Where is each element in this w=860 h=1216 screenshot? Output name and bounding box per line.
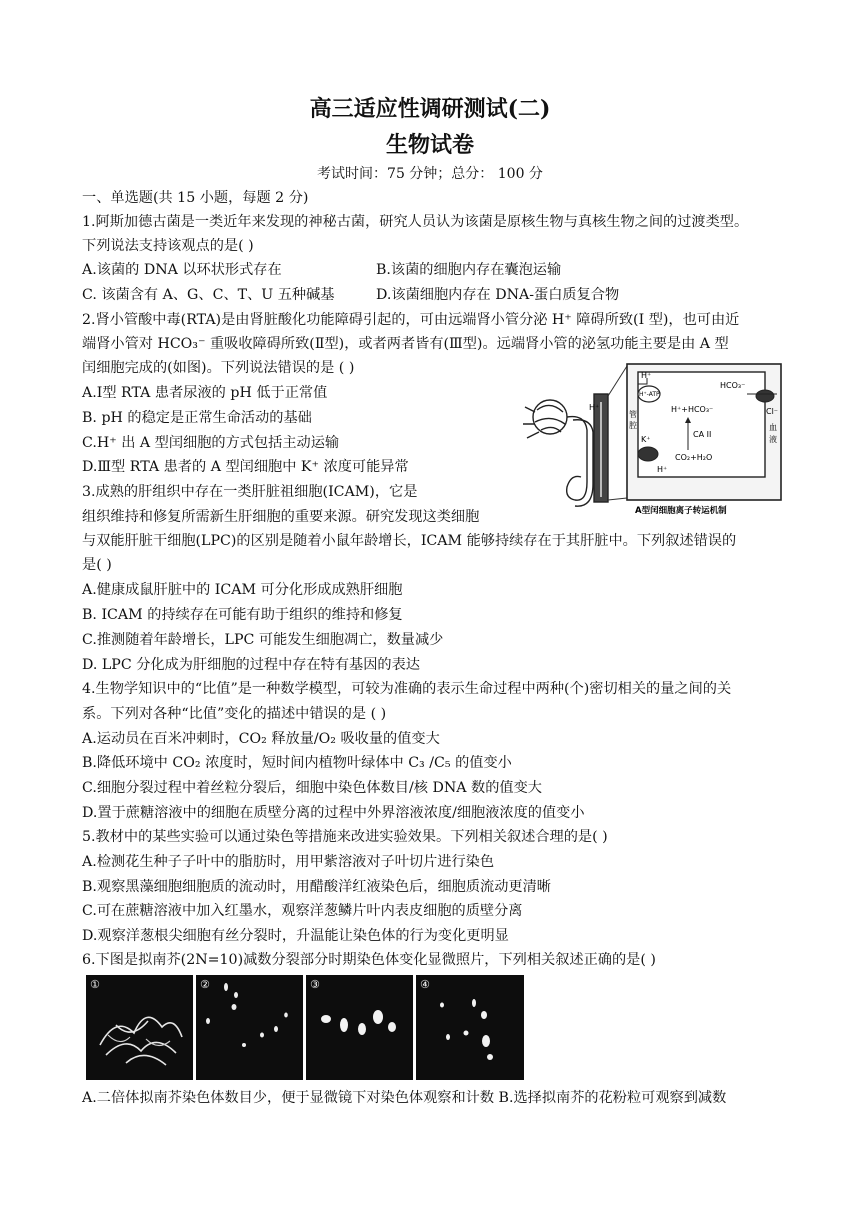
k-h-pump: [638, 447, 658, 461]
fig-h-plus-top: H⁺: [641, 371, 652, 380]
exam-subtitle: 生物试卷: [385, 132, 474, 158]
fig-h-atp-label: H⁺-ATP: [639, 391, 660, 398]
fig-enzyme-label: CA II: [693, 430, 712, 439]
q5-option-c: C.可在蔗糖溶液中加入红墨水，观察洋葱鳞片叶内表皮细胞的质壁分离: [82, 903, 523, 919]
q5-option-d: D.观察洋葱根尖细胞有丝分裂时，升温能让染色体的行为变化更明显: [82, 928, 509, 944]
q5-option-b: B.观察黑藻细胞细胞质的流动时，用醋酸洋红液染色后，细胞质流动更清晰: [82, 879, 551, 895]
exam-info: 考试时间：75 分钟；总分： 100 分: [317, 166, 543, 182]
q3-option-a: A.健康成鼠肝脏中的 ICAM 可分化形成成熟肝细胞: [82, 582, 403, 598]
q6-option-ab: A.二倍体拟南芥染色体数目少，便于显微镜下对染色体观察和计数 B.选择拟南芥的花粉粒可观察到减数: [82, 1090, 727, 1106]
fig-cl-label: Cl⁻: [766, 407, 779, 416]
q3-stem-line2: 组织维持和修复所需新生肝细胞的重要来源。研究发现这类细胞: [82, 509, 480, 525]
panel-label-3: ③: [310, 978, 320, 991]
q2-option-c: C.H⁺ 出 A 型闰细胞的方式包括主动运输: [82, 435, 340, 451]
fig-h-left-label: H⁺: [589, 403, 600, 412]
fig-hco3-label: HCO₃⁻: [720, 381, 746, 390]
zoom-line-top: [608, 366, 627, 396]
q3-option-c: C.推测随着年龄增长，LPC 可能发生细胞凋亡，数量减少: [82, 632, 444, 648]
panel-label-1: ①: [90, 978, 100, 991]
q4-option-b: B.降低环境中 CO₂ 浓度时，短时间内植物叶绿体中 C₃ /C₅ 的值变小: [82, 755, 512, 771]
fig-blood-char2: 液: [769, 435, 777, 444]
q6-stem: 6.下图是拟南芥(2N=10)减数分裂部分时期染色体变化显微照片，下列相关叙述正确的是( ): [82, 952, 656, 968]
q2-stem-line3: 闰细胞完成的(如图)。下列说法错误的是 ( ): [82, 360, 355, 376]
micrograph-panel-2: [196, 975, 303, 1080]
micrograph-panel-3: [306, 975, 413, 1080]
q1-option-b: B.该菌的细胞内存在囊泡运输: [376, 262, 562, 278]
q1-stem-line1: 1.阿斯加德古菌是一类近年来发现的神秘古菌，研究人员认为该菌是原核生物与真核生物之间的过渡类型。: [82, 214, 749, 230]
q2-stem-line2: 端肾小管对 HCO₃⁻ 重吸收障碍所致(Ⅱ型)，或者两者皆有(Ⅲ型)。远端肾小管的泌氢功能主要是由 A 型: [82, 336, 729, 352]
fig-reaction-label: H⁺+HCO₃⁻: [671, 405, 714, 414]
panel-label-4: ④: [420, 978, 430, 991]
q4-stem-line1: 4.生物学知识中的“比值”是一种数学模型，可较为准确的表示生命过程中两种(个)密切相关的量之间的关: [82, 681, 732, 697]
q5-stem: 5.教材中的某些实验可以通过染色等措施来改进实验效果。下列相关叙述合理的是( ): [82, 829, 608, 845]
q3-stem-line1: 3.成熟的肝组织中存在一类肝脏祖细胞(ICAM)，它是: [82, 484, 418, 500]
q3-stem-line3: 与双能肝脏干细胞(LPC)的区别是随着小鼠年龄增长，ICAM 能够持续存在于其肝脏中。下列叙述错误的: [82, 533, 737, 549]
fig-lumen-char2: 腔: [629, 421, 637, 430]
q1-option-c: C. 该菌含有 A、G、C、T、U 五种碱基: [82, 287, 335, 303]
q3-stem-line4: 是( ): [82, 557, 112, 573]
fig-k-label: K⁺: [641, 435, 651, 444]
fig-lumen-char1: 管: [629, 410, 637, 419]
fig-blood-char1: 血: [769, 423, 777, 432]
q3-option-d: D. LPC 分化成为肝细胞的过程中存在特有基因的表达: [82, 657, 420, 673]
q1-option-d: D.该菌细胞内存在 DNA-蛋白质复合物: [376, 287, 620, 303]
q4-option-d: D.置于蔗糖溶液中的细胞在质壁分离的过程中外界溶液浓度/细胞液浓度的值变小: [82, 805, 585, 821]
micrograph-panel-4: [416, 975, 524, 1080]
micrograph-panel-1: [86, 975, 193, 1080]
q2-option-a: A.Ⅰ型 RTA 患者尿液的 pH 低于正常值: [82, 385, 328, 401]
q2-stem-line1: 2.肾小管酸中毒(RTA)是由肾脏酸化功能障碍引起的，可由远端肾小管分泌 H⁺ 障碍所致(I 型)，也可由近: [82, 312, 740, 328]
zoom-line-bottom: [608, 498, 627, 500]
q4-option-a: A.运动员在百米冲刺时，CO₂ 释放量/O₂ 吸收量的值变大: [82, 731, 440, 747]
section-title: 一、单选题(共 15 小题，每题 2 分): [82, 190, 309, 206]
q4-stem-line2: 系。下列对各种“比值”变化的描述中错误的是 ( ): [82, 706, 387, 722]
exam-title: 高三适应性调研测试(二): [309, 96, 551, 122]
q1-stem-line2: 下列说法支持该观点的是( ): [82, 238, 254, 254]
q5-option-a: A.检测花生种子子叶中的脂肪时，用甲紫溶液对子叶切片进行染色: [82, 854, 495, 870]
q3-option-b: B. ICAM 的持续存在可能有助于组织的维持和修复: [82, 607, 403, 623]
fig-reactants-label: CO₂+H₂O: [675, 453, 713, 462]
q2-option-d: D.Ⅲ型 RTA 患者的 A 型闰细胞中 K⁺ 浓度可能异常: [82, 459, 409, 475]
chromosome-micrographs: [86, 975, 524, 1080]
q1-option-a: A.该菌的 DNA 以环状形式存在: [82, 262, 282, 278]
fig-h-plus-bottom: H⁺: [657, 465, 668, 474]
hco3-cl-exchanger: [756, 390, 774, 402]
q2-option-b: B. pH 的稳定是正常生命活动的基础: [82, 410, 312, 426]
ion-transport-diagram: [515, 362, 783, 517]
fig-caption: A型闰细胞离子转运机制: [635, 506, 727, 516]
panel-label-2: ②: [200, 978, 210, 991]
q4-option-c: C.细胞分裂过程中着丝粒分裂后，细胞中染色体数目/核 DNA 数的值变大: [82, 780, 542, 796]
